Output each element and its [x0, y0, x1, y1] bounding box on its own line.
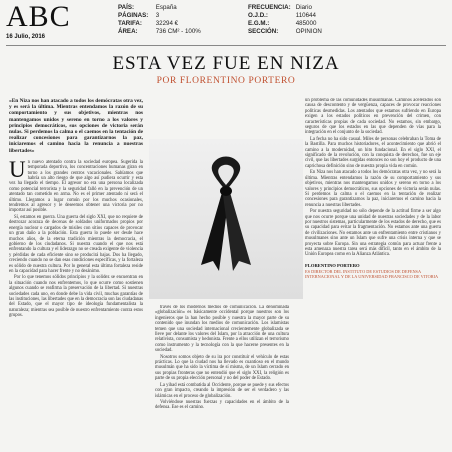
meta-row: ÁREA: 736 CM² - 100% — [118, 28, 201, 35]
author-signature: FLORENTINO PORTERO — [305, 262, 360, 268]
paragraph: La yihad está combatida al Occidente, porque se puede y sus efectos con gran impacto, creando la impresión de ser el verdadero y las islámicas en el proceso de globalización. — [155, 382, 289, 399]
meta-row: SECCIÓN: OPINION — [248, 28, 322, 35]
meta-right — [248, 4, 322, 36]
article-byline: POR FLORENTINO PORTERO — [156, 76, 296, 86]
column-2-text — [155, 305, 289, 448]
paragraph: Nosotros somos objeto de su ira por constituir el vehículo de estas prácticas. Lo que la ciudad nos ha llevado es cuantioso en el mundo musulmán que ha sido la víctima de sí misma, de un Islam cerrado en sus propias fronteras que no entendió que el siglo XXI, la religión es parte de su propia elección personal y no del poder de Estado. — [155, 354, 289, 382]
paragraph: un problema de las comunidades musulmanas. Caminos acelerados son causa de descontento y de vergüenza, capaces de provocar reacciones políticas desmedidas. Los atentados que estamos sufriendo en Europa exigen a los estados políticos en prevención del crimen, con características propias de cada sociedad. No estamos, sin embargo, seguros de que los estados en las que dependen de vías para la integración en el conjunto de la sociedad. — [305, 98, 441, 136]
paragraph: Por nuestra seguridad no sólo depende de la actitud firme a ser algo que nos ocurre porque una unidad de nuestras sociedades y de la labor por nuestros sistemas, particularmente de los estados de derecho, que es su capacidad para evitar la fragmentación. No estamos ante una guerra de civilizaciones. No estamos ante un enfrentamiento entre cristianos y musulmanes sino ante un Islam que sufre una crisis interna y que se proyecta sobre Europa. Sin una estrategia común para actuar frente a esta amenaza nuestra tarea será más difícil, tanto en el ámbito de la Unión Europea como en la Alianza Atlántica. — [305, 209, 441, 258]
paragraph: n nuevo atentado contra la sociedad europea. Sugerida la temporada deportiva, los concentraciones humanas giran en torno a los grandes centros vacacionales. Sabíamos que habría un alto riesgo de que algo así pudiera ocurrir y esta vez ha llegado el tiempo. El agresor no era una persona localizada como potencial terrorista y la seguridad falló en la prevención de un atentado tan cometido en arma. No es el primer atentado ni será el último. Llegamos a lugar común por los muchos ocasionales, tendremos al agresor y le deseemos obtener una victoria por no importar así posible. — [9, 159, 143, 214]
column-1-text — [9, 156, 143, 319]
author-bio: ES DIRECTOR DEL INSTITUTO DE ESTUDIOS DE DEFENSA INTERNACIONAL Y DE LA UNIVERSIDAD FRANCISCO DE VITORIA — [305, 269, 439, 280]
meta-row: PAÍS: España — [118, 4, 177, 11]
meta-row: TARIFA: 32294 € — [118, 20, 179, 27]
meta-left — [118, 4, 201, 36]
meta-row: E.G.M.: 485000 — [248, 20, 317, 27]
paragraph: En Niza nos han atacado a todos los demócratas otra vez, y no será la última. Mientras entendamos la razón de su comportamiento y sus objetivos, mientras nos mantengamos unidos y sereno en torno a los valores y principios democráticos, sus opciones de victoria serán nulas. Si perdemos la calma o el caemos en la tentación de realizar concesiones para garantizarnos la paz, iniciaremos el camino hacia la renuncia a nuestras libertades. — [305, 170, 441, 208]
article-body — [9, 98, 441, 448]
meta-row: O.J.D.: 110644 — [248, 12, 316, 19]
column-1 — [9, 98, 143, 448]
meta-row: FRECUENCIA: Diario — [248, 4, 312, 11]
drop-cap: U — [9, 156, 26, 182]
publication-date: 16 Julio, 2016 — [6, 34, 46, 40]
article-title: ESTA VEZ FUE EN NIZA — [112, 53, 340, 74]
mourning-ribbon-image — [149, 139, 303, 299]
paragraph: Volviéndose nuestras fuerzas y capacidades en el ámbito de la defensa. Ese es el camino. — [155, 399, 289, 411]
masthead — [0, 0, 452, 44]
header-rule — [6, 45, 446, 46]
article-lede: «En Niza nos han atacado a todos los demócratas otra vez, y es será la última. Mientras entendamos la razón de su comportamiento y sus objetivos, mientras nos mantengamos unidos y sereno en torno a los valores y principios democráticos, sus opciones de victoria serán nulas. Si perdemos la calma o el caemos en la tentación de realizar concesiones para garantizarnos la paz, iniciaremos el camino hacia la renuncia a nuestras libertades» — [9, 98, 143, 154]
paragraph: través de los modernos medios de comunicación. La denominada «globalización» es básicamente occidental porque nuestros son los ingenieros que la han hecho posible y nuestra la mayor parte de su contenido que inundan los medios de comunicación. Los islamistas temen que una sociedad internacional crecientemente globalizada se lleve por delante los valores del Islam, por la atracción de una cultura relativista, consumista y hedonista. Frente a ellos utilizan el terrorismo como instrumento y la tecnología con la que hacerse presentes en la sociedad. — [155, 305, 289, 354]
mourning-ribbon-icon — [149, 139, 303, 299]
paragraph: Por lo que tenemos sólidos principios y la solidez se encuentran en la situación cuando nos enfrentemos, lo que ocurre como sostienen algunos cuando se reafirma la preservación de la libertad. Si nuestras sociedades cada uno, en donde debe la vida civil, muchas garantías de las instituciones, las libertades que en la democracia son las ciudadanas del Estado, que el mayor tipo de ideología fundamentalista la naturaleza; mientras sea posible de nuestro enfrentamiento contra estos grupos. — [9, 275, 143, 319]
paragraph: La fecha no ha sido casual. Miles de personas celebraban la Toma de la Bastilla. Para muchos historiadores, el acontecimiento que abrió el camino a la modernidad, un hito fundacional. En el siglo XXI, el significado de la revolución, con la conquista de derechos, fue un eje civil, que las libertades surgidas entonces no son hoy el producto de una caprichosa definición sino de nuestra propia vida en común. — [305, 136, 441, 169]
paragraph: Sí, estamos en guerra. Una guerra del siglo XXI, que no requiere de destrozar acoraza de decenas de soldados uniformados propios por energía nuclear o cargados de misiles con sitios capaces de provocar un gran daño a la población. Esta guerra lo puede ser desde hace muchos años, de la eterna tradición mientras la democracia, el gobierno de los ciudadanos. Si nuestra cuando el que nos está enfrentando la cultura y el liderazgo no se creada exigente de violencia y pérdidas de cada eficiente sino se producirá bajas. Dos ha llegado, creciendo cuando no se dan esas condiciones específicas, y la fortaleza es sólido de nuestra cultura. Por lo general esta última fortaleza reside en la capacidad para hacer frente y no desánimo. — [9, 214, 143, 274]
newspaper-logo: ABC — [6, 0, 71, 33]
column-3 — [305, 98, 441, 448]
meta-row: PÁGINAS: 3 — [118, 12, 160, 19]
